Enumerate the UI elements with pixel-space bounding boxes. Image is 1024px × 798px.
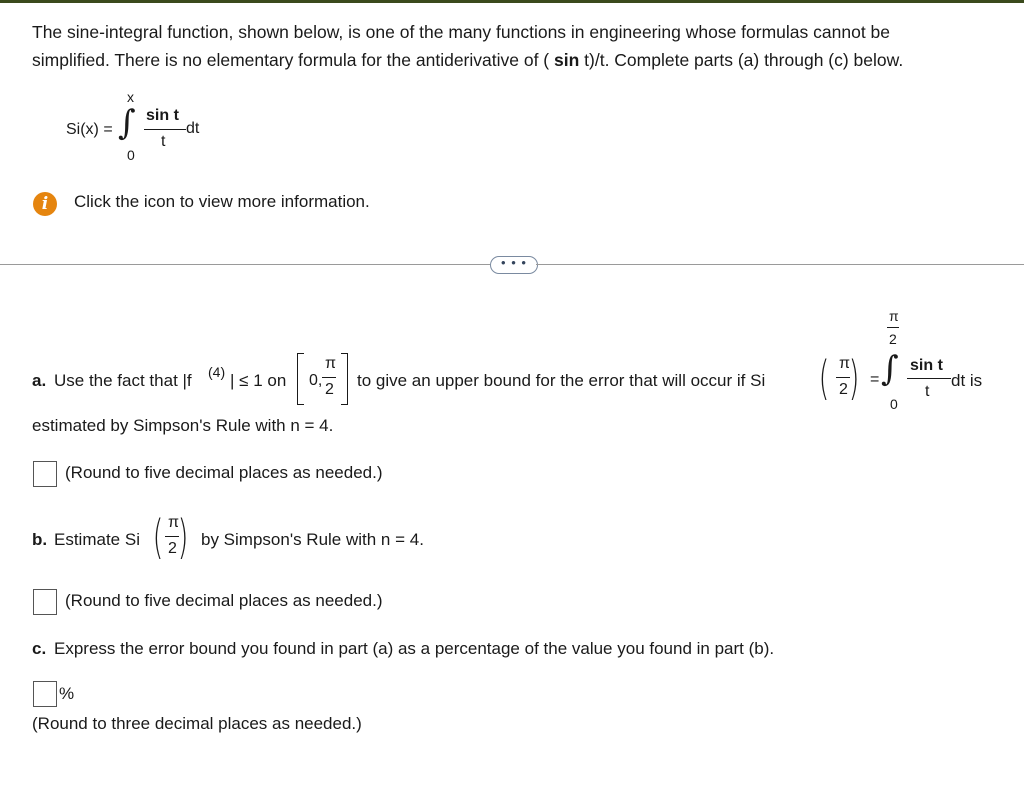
intro-sin: sin — [554, 50, 580, 70]
intro-line-1: The sine-integral function, shown below, is one of the many functions in engineering whose formulas cannot be — [32, 22, 891, 42]
more-options-button[interactable]: • • • — [490, 256, 538, 274]
intro-line-2-end: t)/t. Complete parts (a) through (c) below. — [579, 50, 904, 70]
si-arg-two: 2 — [839, 381, 848, 398]
part-b-answer-input[interactable] — [33, 589, 57, 615]
si-arg-pi: π — [839, 355, 851, 372]
info-icon[interactable]: i — [33, 192, 57, 216]
formula-denominator: t — [161, 133, 166, 150]
part-a-hint: (Round to five decimal places as needed.) — [65, 463, 383, 482]
interval-left-bracket — [297, 353, 304, 405]
part-a-upper-fraction-bar — [887, 327, 899, 328]
part-b-pi: π — [168, 514, 180, 531]
integral-sign: ∫ — [118, 103, 136, 143]
top-border — [0, 0, 1024, 3]
part-a-label: a. — [32, 371, 47, 390]
part-a-text-3: to give an upper bound for the error that will occur if Si — [357, 371, 766, 390]
si-left-paren: ( — [818, 351, 830, 405]
part-a-integral-sign: ∫ — [881, 349, 899, 389]
si-right-paren: ) — [848, 351, 860, 405]
part-b-right-paren: ) — [177, 510, 189, 564]
part-a-denominator: t — [925, 383, 930, 400]
part-b-two: 2 — [168, 540, 177, 557]
interval-fraction-bar — [322, 377, 336, 378]
part-a-upper-two: 2 — [889, 331, 897, 347]
intro-line-2-start: simplified. There is no elementary formula for the antiderivative of ( — [32, 50, 554, 70]
part-b-hint: (Round to five decimal places as needed.) — [65, 591, 383, 610]
info-text: Click the icon to view more information. — [74, 192, 370, 211]
part-a-upper-pi: π — [889, 308, 899, 324]
divider-right — [536, 264, 1024, 265]
interval-two: 2 — [325, 381, 334, 398]
interval-right-bracket — [341, 353, 348, 405]
problem-intro — [32, 18, 1007, 74]
formula-lower-limit: 0 — [127, 147, 135, 163]
interval-pi: π — [325, 355, 337, 372]
part-c-text: Express the error bound you found in part (a) as a percentage of the value you found in part (b). — [54, 639, 775, 658]
formula-numerator: sin t — [146, 107, 179, 124]
formula-lhs: Si(x) = — [66, 121, 113, 138]
part-a-numerator: sin t — [910, 357, 943, 374]
part-a-text-2: | ≤ 1 on — [230, 371, 287, 390]
formula-dt: dt — [186, 120, 200, 137]
part-b-left-paren: ( — [152, 510, 164, 564]
part-a-dt-is: dt is — [951, 371, 983, 390]
intro-line-2 — [32, 46, 1007, 74]
part-c-hint: (Round to three decimal places as needed.) — [32, 714, 362, 733]
part-c-percent-unit: % — [59, 684, 75, 703]
part-a-equals: = — [870, 371, 880, 388]
formula-upper-limit: x — [127, 89, 134, 105]
interval-zero: 0, — [309, 372, 323, 389]
part-c-label: c. — [32, 639, 47, 658]
part-a-text-1: Use the fact that |f — [54, 371, 192, 390]
part-a-lower-limit: 0 — [890, 396, 898, 412]
part-b-text-1: Estimate Si — [54, 530, 140, 549]
part-b-text-2: by Simpson's Rule with n = 4. — [201, 530, 424, 549]
part-a-answer-input[interactable] — [33, 461, 57, 487]
part-a-line-2: estimated by Simpson's Rule with n = 4. — [32, 416, 334, 435]
part-a-sup: (4) — [208, 364, 226, 380]
formula-fraction-bar — [144, 129, 186, 130]
divider-left — [0, 264, 490, 265]
part-a-fraction-bar — [907, 378, 951, 379]
part-c-answer-input[interactable] — [33, 681, 57, 707]
part-b-label: b. — [32, 530, 48, 549]
